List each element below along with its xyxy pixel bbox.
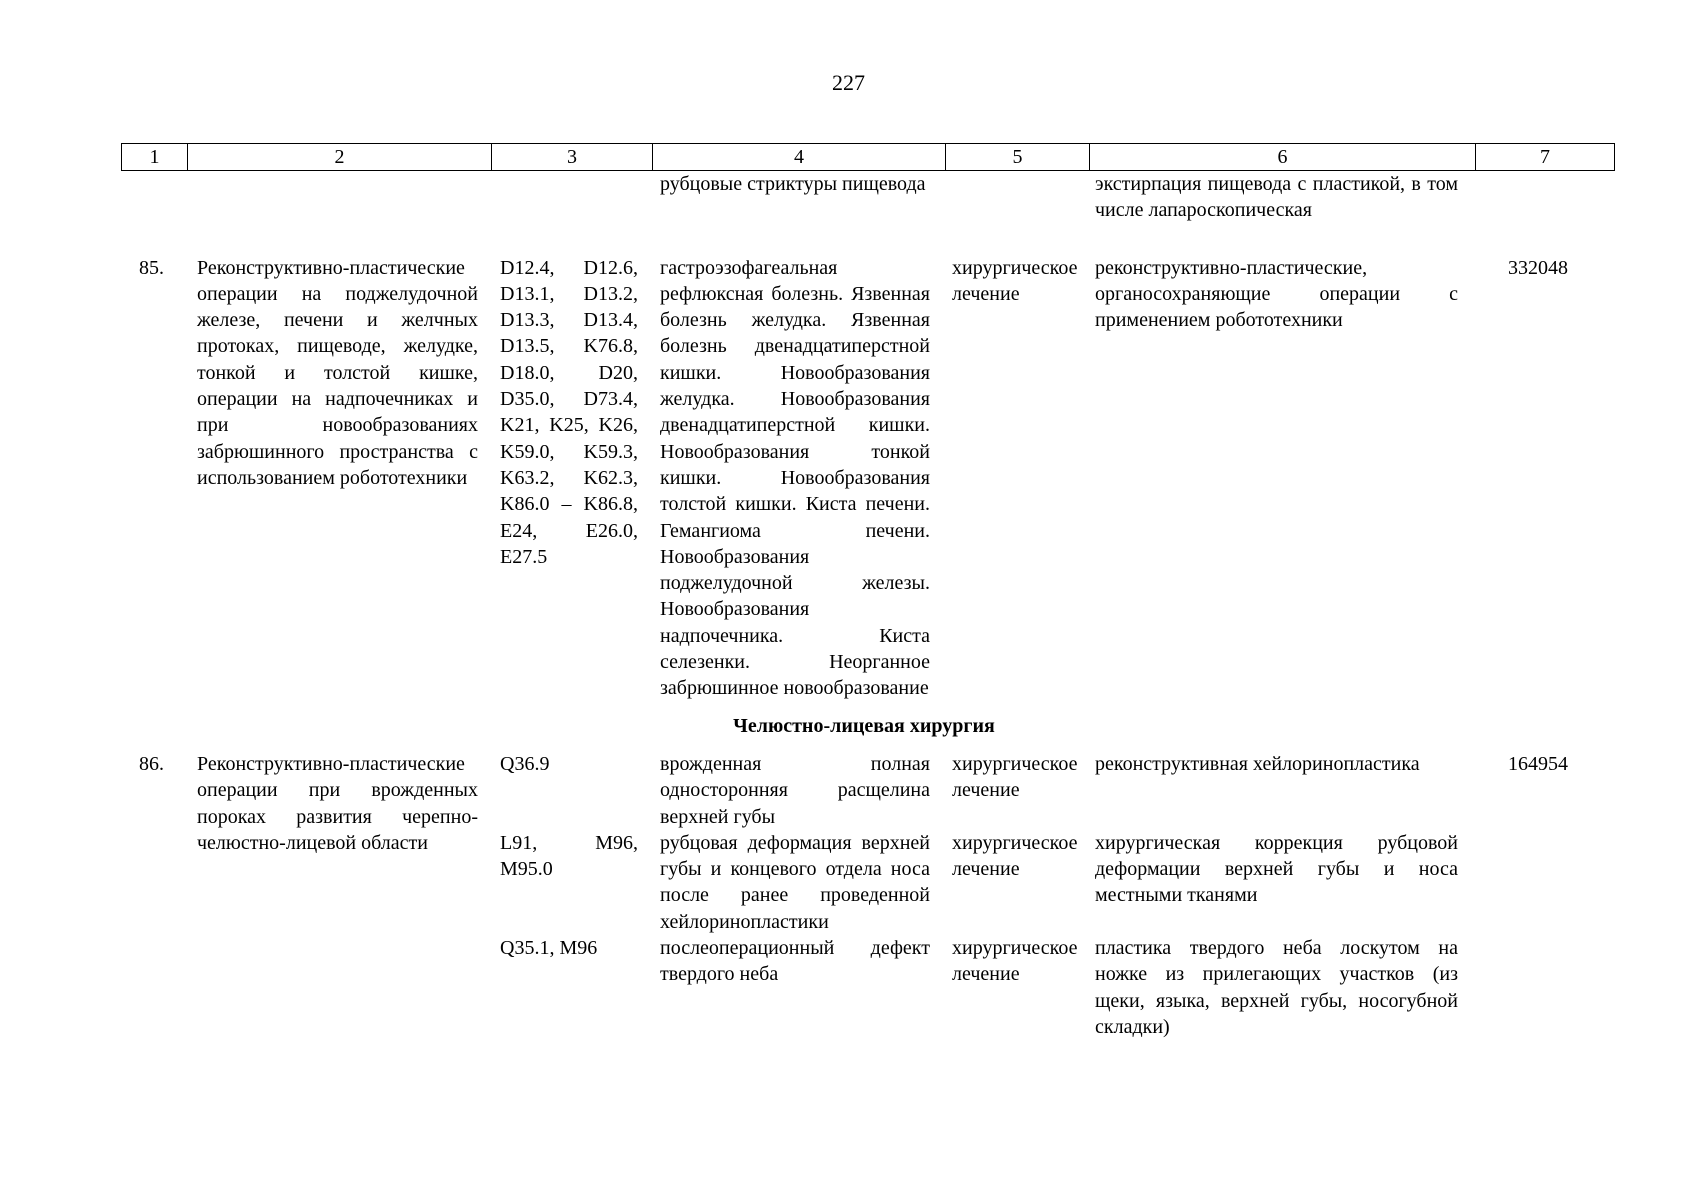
row-86-diagnosis: врожденная полная односторонняя расщелина верхней губы: [660, 752, 930, 828]
table-row-86: [121, 751, 1607, 830]
column-header-2: 2: [188, 144, 492, 171]
column-header-3: 3: [492, 144, 653, 171]
row-86-codes: Q36.9: [500, 752, 550, 775]
section-title: Челюстно-лицевая хирургия: [733, 714, 995, 737]
column-header-6: 6: [1090, 144, 1476, 171]
row-85-name: Реконструктивно-пластические операции на поджелудочной железе, печени и желчных протоках, пищеводе, желудке, тонкой и толстой кишке, операции на надпочечниках и при новообразованиях забрюшинного пространства с использованием робототехники: [197, 256, 478, 489]
row-86-diagnosis: послеоперационный дефект твердого неба: [660, 937, 930, 986]
row-86-name: Реконструктивно-пластические операции при врожденных пороках развития черепно-челюстно-лицевой области: [197, 752, 478, 854]
row-85-codes: D12.4, D12.6, D13.1, D13.2, D13.3, D13.4, D13.5, K76.8, D18.0, D20, D35.0, D73.4, K21, K25, K26, K59.0, K59.3, K63.2, K62.3, K86.0 – K86.8, E24, E26.0, E27.5: [500, 256, 638, 568]
procedures-table: [121, 171, 1607, 1040]
row-85-number: 85.: [139, 256, 164, 279]
row-86-method: реконструктивная хейлоринопластика: [1095, 752, 1420, 775]
row-86-diagnosis: рубцовая деформация верхней губы и концевого отдела носа после ранее проведенной хейлоринопластики: [660, 831, 930, 933]
row-85-treatment: хирургическое лечение: [952, 256, 1078, 305]
column-header-5: 5: [946, 144, 1090, 171]
page-number: 227: [832, 70, 865, 95]
section-heading-row: [121, 702, 1607, 751]
row-86-codes: Q35.1, M96: [500, 937, 598, 960]
row-85-diagnosis: гастроэзофагеальная рефлюксная болезнь. Язвенная болезнь желудка. Язвенная болезнь двенадцатиперстной кишки. Новообразования желудка. Новообразования двенадцатиперстной кишки. Новообразования тонкой кишки. Новообразования толстой кишки. Киста печени. Гемангиома печени. Новообразования поджелудочной железы. Новообразования надпочечника. Киста селезенки. Неорганное забрюшинное новообразование: [660, 256, 930, 700]
table-row-continuation: [121, 171, 1607, 224]
row-86-number: 86.: [139, 752, 164, 775]
row-86-method: пластика твердого неба лоскутом на ножке из прилегающих участков (из щеки, языка, верхней губы, носогубной складки): [1095, 937, 1458, 1038]
row-85-price: 332048: [1508, 256, 1568, 279]
column-header-7: 7: [1476, 144, 1615, 171]
row-86-method: хирургическая коррекция рубцовой деформации верхней губы и носа местными тканями: [1095, 831, 1458, 907]
column-header-1: 1: [122, 144, 188, 171]
row-86-treatment: хирургическое лечение: [952, 937, 1078, 986]
continuation-diagnosis: рубцовые стриктуры пищевода: [660, 173, 926, 195]
row-86-price: 164954: [1508, 752, 1568, 775]
column-header-4: 4: [653, 144, 946, 171]
continuation-method: экстирпация пищевода с пластикой, в том числе лапароскопическая: [1095, 173, 1458, 222]
table-row-85: [121, 255, 1607, 702]
row-86-treatment: хирургическое лечение: [952, 831, 1078, 881]
row-85-method: реконструктивно-пластические, органосохраняющие операции с применением робототехники: [1095, 256, 1458, 332]
column-number-header: [121, 143, 1615, 171]
row-86-treatment: хирургическое лечение: [952, 752, 1078, 802]
row-86-codes: L91, M96, M95.0: [500, 831, 638, 881]
